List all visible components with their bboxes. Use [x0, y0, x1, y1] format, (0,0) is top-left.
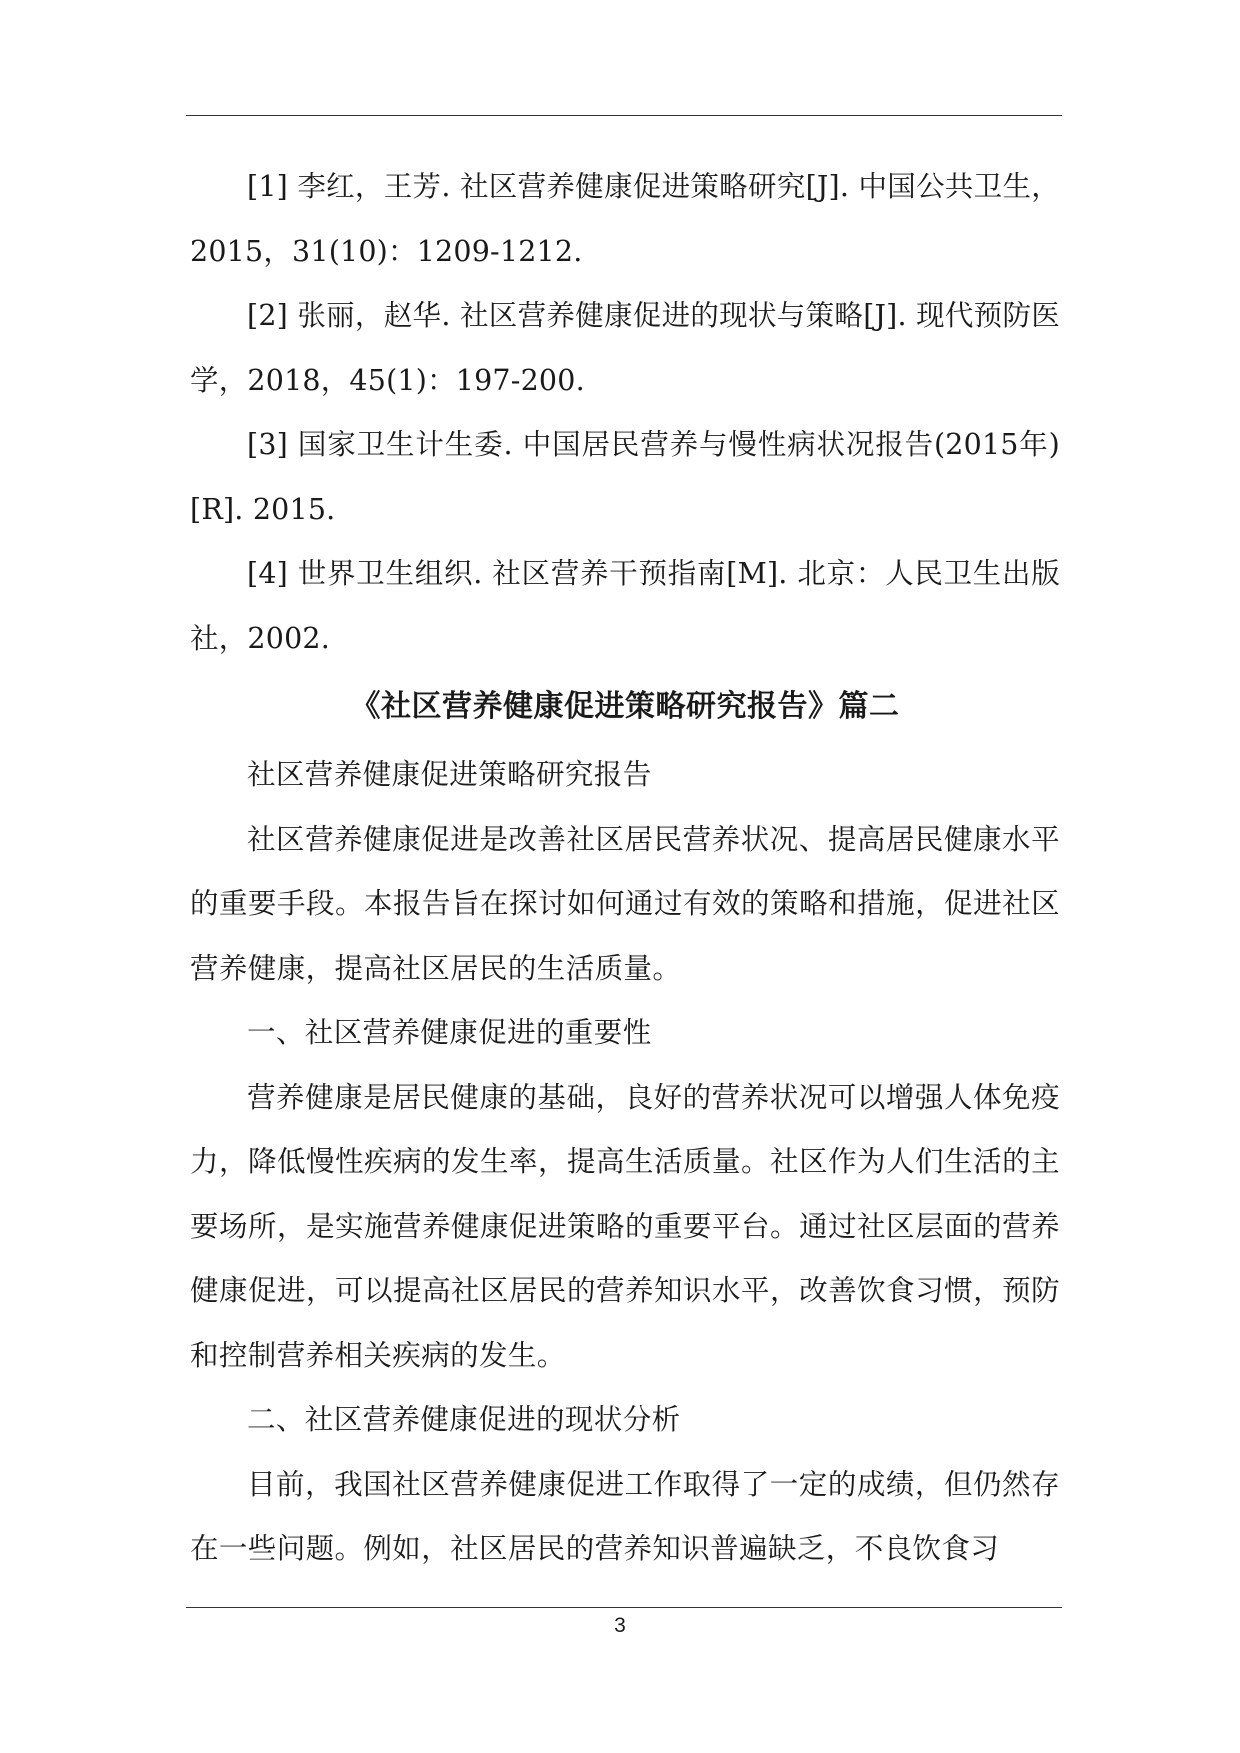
- reference-1: [1] 李红，王芳. 社区营养健康促进策略研究[J]. 中国公共卫生，2015，31(10)：1209-1212.: [190, 170, 1060, 268]
- header-rule: [186, 115, 1062, 116]
- section-1-paragraph: 营养健康是居民健康的基础，良好的营养状况可以增强人体免疫力，降低慢性疾病的发生率，提高生活质量。社区作为人们生活的主要场所，是实施营养健康促进策略的重要平台。通过社区层面的营养健康促进，可以提高社区居民的营养知识水平，改善饮食习惯，预防和控制营养相关疾病的发生。: [190, 1080, 1060, 1372]
- reference-2: [2] 张丽，赵华. 社区营养健康促进的现状与策略[J]. 现代预防医学，2018，45(1)：197-200.: [190, 299, 1060, 397]
- section-heading: 《社区营养健康促进策略研究报告》篇二: [350, 689, 900, 724]
- intro-paragraph: 社区营养健康促进是改善社区居民营养状况、提高居民健康水平的重要手段。本报告旨在探讨如何通过有效的策略和措施，促进社区营养健康，提高社区居民的生活质量。: [190, 822, 1060, 985]
- page-content: [190, 155, 1060, 1582]
- reference-3: [3] 国家卫生计生委. 中国居民营养与慢性病状况报告(2015年)[R]. 2015.: [190, 428, 1060, 526]
- section-2-paragraph: 目前，我国社区营养健康促进工作取得了一定的成绩，但仍然存在一些问题。例如，社区居民的营养知识普遍缺乏，不良饮食习: [190, 1467, 1060, 1565]
- page-number: 3: [614, 1614, 626, 1637]
- section-1-title: 一、社区营养健康促进的重要性: [247, 1016, 652, 1049]
- footer-rule: [186, 1607, 1062, 1608]
- reference-4: [4] 世界卫生组织. 社区营养干预指南[M]. 北京：人民卫生出版社，2002.: [190, 557, 1060, 655]
- section-2-title: 二、社区营养健康促进的现状分析: [247, 1403, 681, 1436]
- report-title: 社区营养健康促进策略研究报告: [247, 758, 652, 791]
